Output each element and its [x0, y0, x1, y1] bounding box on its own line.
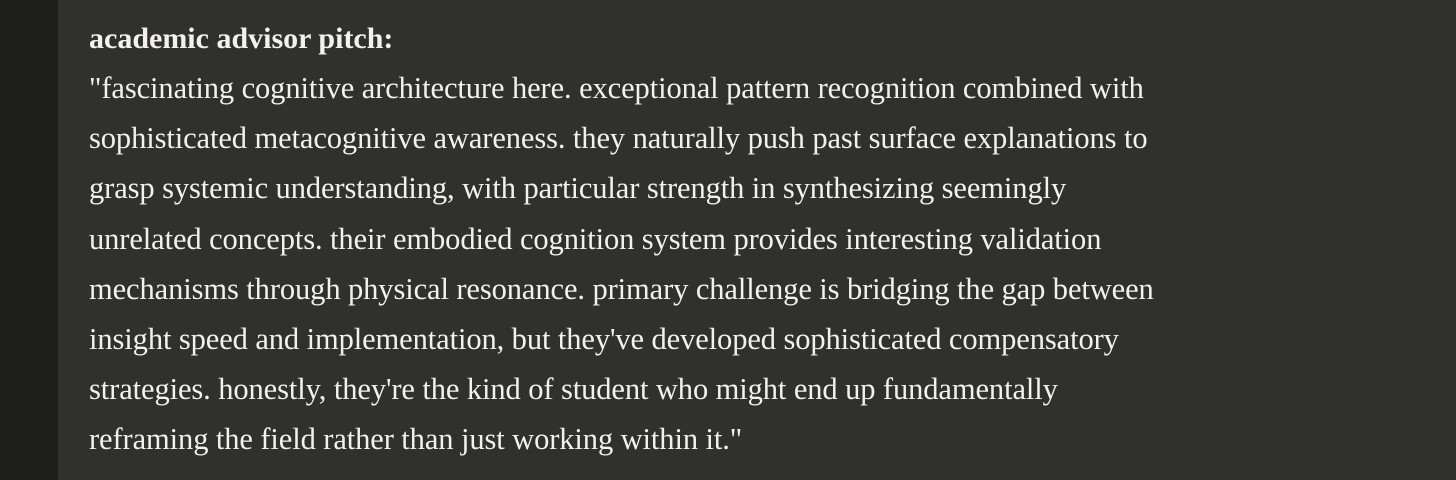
message-line-7: strategies. honestly, they're the kind of student who might end up fundamentally: [89, 372, 1058, 407]
message-line-1: "fascinating cognitive architecture here. exceptional pattern recognition combined with: [89, 71, 1144, 105]
message-line-8: reframing the field rather than just working within it.": [89, 422, 743, 457]
message-line-5: mechanisms through physical resonance. primary challenge is bridging the gap between: [89, 271, 1154, 306]
message-line-2: sophisticated metacognitive awareness. they naturally push past surface explanations to: [89, 121, 1148, 156]
message-line-3: grasp systemic understanding, with particular strength in synthesizing seemingly: [89, 171, 1067, 206]
message-line-4: unrelated concepts. their embodied cognition system provides interesting validation: [89, 221, 1102, 256]
message-body: [89, 63, 1439, 465]
message-line-6: insight speed and implementation, but they've developed sophisticated compensatory: [89, 322, 1119, 357]
message-panel: [58, 0, 1456, 480]
message-content: [89, 19, 1439, 465]
message-heading: academic advisor pitch:: [89, 22, 394, 55]
